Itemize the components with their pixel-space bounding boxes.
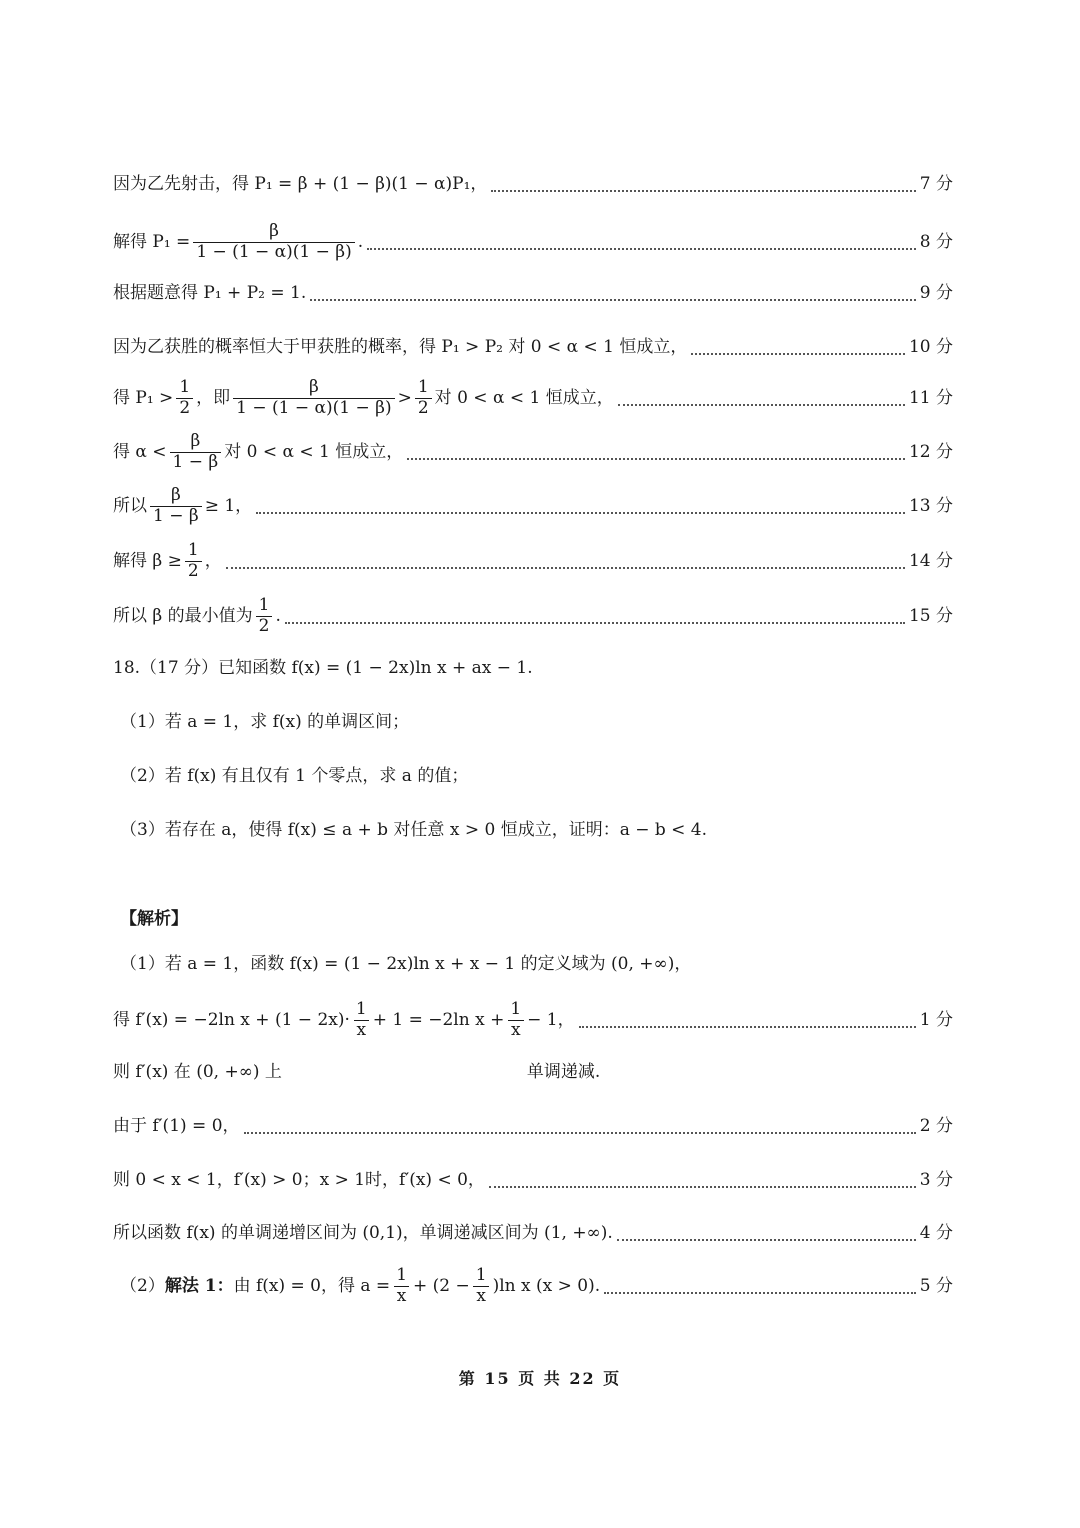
numerator: 1 (258, 594, 270, 615)
leader-dots (604, 1282, 916, 1294)
question-part-text: （2）若 f(x) 有且仅有 1 个零点，求 a 的值； (120, 766, 469, 786)
solution-step-1 (120, 952, 960, 976)
line-text (113, 432, 403, 472)
numerator: β (190, 430, 201, 451)
question-18-stem (113, 656, 953, 680)
score-mark: 12 分 (908, 442, 953, 462)
fraction (507, 1000, 524, 1040)
denominator: 2 (415, 398, 432, 419)
leader-dots (489, 1176, 916, 1188)
solution-step-4 (113, 1114, 953, 1138)
numerator: 1 (355, 998, 367, 1019)
text-prefix: （2） (120, 1276, 165, 1296)
text-prefix: 得 P₁ > (113, 388, 174, 408)
text-suffix: )ln x (x > 0). (492, 1276, 601, 1296)
fraction (233, 378, 394, 418)
question-18-part-3 (120, 818, 960, 842)
text-suffix: ， (204, 551, 222, 571)
leader-dots (407, 448, 905, 460)
numerator: 1 (510, 998, 522, 1019)
score-mark: 15 分 (908, 606, 953, 626)
fraction (176, 378, 193, 418)
numerator: 1 (417, 376, 429, 397)
score-mark: 7 分 (919, 174, 953, 194)
numerator: β (269, 220, 279, 241)
solution-line-10 (113, 335, 953, 359)
line-text (113, 1060, 600, 1084)
fraction (393, 1266, 410, 1306)
solution-line-7 (113, 172, 953, 196)
line-text (113, 596, 281, 636)
solution-line-9 (113, 281, 953, 305)
leader-dots (310, 289, 916, 301)
denominator: 2 (256, 616, 273, 637)
denominator: 2 (185, 561, 202, 582)
solution-line-12 (113, 432, 953, 472)
solution-line-13 (113, 486, 953, 526)
text-suffix: ≥ 1， (204, 496, 253, 516)
question-part-text: （1）若 a = 1，求 f(x) 的单调区间； (120, 712, 410, 732)
fraction (256, 596, 273, 636)
text-prefix: 所以 (113, 496, 147, 516)
numerator: 1 (187, 539, 199, 560)
numerator: 1 (475, 1264, 487, 1285)
leader-dots (285, 612, 905, 624)
text-middle: > (397, 388, 412, 408)
numerator: 1 (396, 1264, 408, 1285)
line-text (113, 222, 363, 262)
text-prefix: 则 f′(x) 在 (0, +∞) 上 (113, 1062, 282, 1082)
question-text: 18.（17 分）已知函数 f(x) = (1 − 2x)ln x + ax − 1. (113, 658, 533, 678)
line-text: 则 0 < x < 1，f′(x) > 0；x > 1时，f′(x) < 0， (113, 1170, 485, 1190)
leader-dots (691, 343, 905, 355)
leader-dots (491, 180, 915, 192)
solution-line-15 (113, 596, 953, 636)
text-suffix: − 1， (527, 1010, 575, 1030)
denominator: 2 (176, 398, 193, 419)
line-text (113, 1000, 575, 1040)
denominator: 1 − (1 − α)(1 − β) (233, 398, 394, 419)
fraction (193, 222, 354, 262)
leader-dots (244, 1122, 916, 1134)
leader-dots (579, 1016, 916, 1028)
denominator: 1 − β (150, 506, 202, 527)
method-label: 解法 1： (164, 1276, 234, 1296)
solution-heading (120, 907, 960, 931)
score-mark: 4 分 (919, 1223, 953, 1243)
line-text (113, 378, 614, 418)
heading-text: 【解析】 (120, 909, 188, 929)
text-prefix: 解得 P₁ = (113, 232, 191, 252)
line-text: 所以函数 f(x) 的单调递增区间为 (0,1)，单调递减区间为 (1, +∞). (113, 1223, 613, 1243)
denominator: x (508, 1020, 524, 1041)
numerator: β (308, 376, 319, 397)
text-suffix: 对 0 < α < 1 恒成立， (434, 388, 614, 408)
numerator: β (170, 484, 181, 505)
line-text: 由于 f′(1) = 0， (113, 1116, 240, 1136)
solution-line-11 (113, 378, 953, 418)
solution-step-3 (113, 1060, 953, 1084)
score-mark: 11 分 (908, 388, 953, 408)
line-text: 根据题意得 P₁ + P₂ = 1. (113, 283, 307, 303)
text-suffix: . (357, 232, 364, 252)
line-text (113, 541, 222, 581)
fraction (415, 378, 432, 418)
score-mark: 2 分 (919, 1116, 953, 1136)
text-middle: + 1 = −2ln x + (372, 1010, 505, 1030)
page-footer: 第 15 页 共 22 页 (458, 1369, 622, 1388)
score-mark: 5 分 (919, 1276, 953, 1296)
text-suffix: 单调递减. (526, 1062, 601, 1082)
text-suffix: 对 0 < α < 1 恒成立， (224, 442, 404, 462)
line-text: 因为乙先射击，得 P₁ = β + (1 − β)(1 − α)P₁， (113, 174, 488, 194)
text-prefix: 得 f′(x) = −2ln x + (1 − 2x)· (113, 1010, 350, 1030)
leader-dots (618, 394, 905, 406)
solution-step-6 (113, 1221, 953, 1245)
score-mark: 8 分 (919, 232, 953, 252)
solution-step-5 (113, 1168, 953, 1192)
numerator: 1 (179, 376, 191, 397)
score-mark: 13 分 (908, 496, 953, 516)
text-middle: ，即 (196, 388, 231, 408)
line-text (113, 486, 252, 526)
leader-dots (367, 238, 916, 250)
denominator: 1 − β (170, 452, 222, 473)
solution-step-2 (113, 1000, 953, 1040)
denominator: x (473, 1286, 489, 1307)
denominator: x (354, 1020, 370, 1041)
fraction (170, 432, 222, 472)
solution-line-8 (113, 222, 953, 262)
score-mark: 1 分 (919, 1010, 953, 1030)
text-prefix: 得 α < (113, 442, 167, 462)
text-prefix: 解得 β ≥ (113, 551, 182, 571)
score-mark: 3 分 (919, 1170, 953, 1190)
line-text (120, 1266, 600, 1306)
fraction (185, 541, 202, 581)
denominator: x (394, 1286, 410, 1307)
fraction (353, 1000, 370, 1040)
score-mark: 10 分 (908, 337, 953, 357)
score-mark: 9 分 (919, 283, 953, 303)
leader-dots (226, 557, 905, 569)
question-part-text: （3）若存在 a，使得 f(x) ≤ a + b 对任意 x > 0 恒成立，证明：a − b < 4. (120, 820, 708, 840)
fraction (150, 486, 202, 526)
solution-step-7 (120, 1266, 953, 1306)
line-text: 因为乙获胜的概率恒大于甲获胜的概率，得 P₁ > P₂ 对 0 < α < 1 恒成立， (113, 337, 688, 357)
text-prefix: 所以 β 的最小值为 (113, 606, 253, 626)
denominator: 1 − (1 − α)(1 − β) (193, 242, 354, 263)
text-middle: + (2 − (413, 1276, 470, 1296)
solution-line-14 (113, 541, 953, 581)
question-18-part-1 (120, 710, 960, 734)
line-text: （1）若 a = 1，函数 f(x) = (1 − 2x)ln x + x − 1 的定义域为 (0, +∞)， (120, 954, 692, 974)
text-suffix: . (275, 606, 281, 626)
fraction (473, 1266, 490, 1306)
leader-dots (256, 502, 905, 514)
score-mark: 14 分 (908, 551, 953, 571)
text-middle: 由 f(x) = 0，得 a = (233, 1276, 391, 1296)
question-18-part-2 (120, 764, 960, 788)
leader-dots (617, 1229, 916, 1241)
